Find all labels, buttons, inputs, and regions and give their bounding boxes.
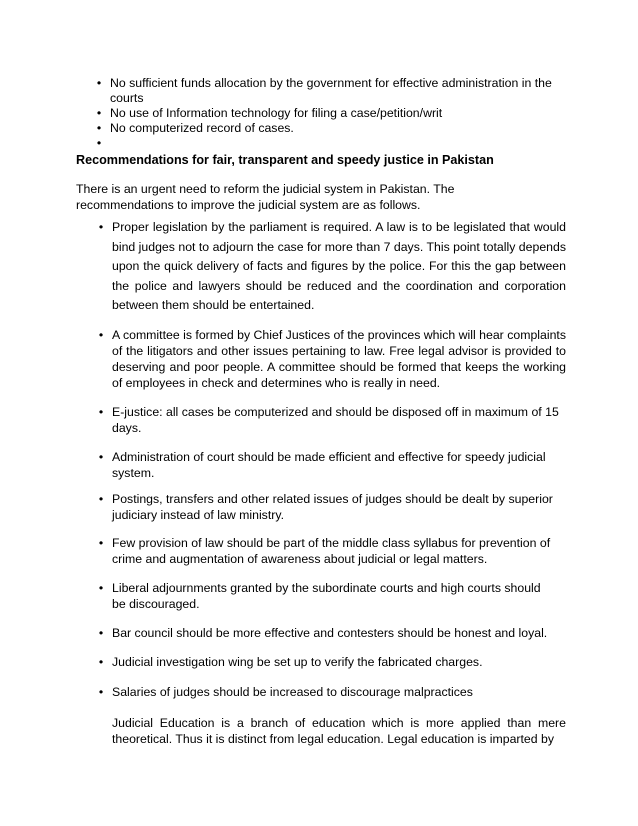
list-item-text: No use of Information technology for filing a case/petition/writ xyxy=(110,106,443,120)
bullet-icon xyxy=(96,491,106,507)
bullet-icon xyxy=(96,218,106,238)
bullet-icon xyxy=(94,106,104,121)
list-item xyxy=(112,449,566,481)
list-item xyxy=(110,121,570,136)
list-item-text: Judicial investigation wing be set up to verify the fabricated charges. xyxy=(112,655,483,669)
list-item xyxy=(112,218,566,316)
list-item xyxy=(110,136,570,151)
list-item-text: No computerized record of cases. xyxy=(110,121,294,135)
bullet-icon xyxy=(94,76,104,91)
bullet-icon xyxy=(96,404,106,420)
bullet-icon xyxy=(96,535,106,551)
list-item xyxy=(112,625,566,641)
bullet-icon xyxy=(96,684,106,700)
issues-list xyxy=(110,76,570,151)
bullet-icon xyxy=(96,327,106,343)
list-item xyxy=(110,106,570,121)
list-item xyxy=(112,580,566,612)
closing-paragraph: Judicial Education is a branch of education which is more applied than mere theoretical. Thus it is distinct from legal education. Legal education is imparted by xyxy=(112,716,566,746)
section-heading: Recommendations for fair, transparent and speedy justice in Pakistan xyxy=(76,153,494,167)
bullet-icon xyxy=(96,580,106,596)
list-item xyxy=(110,76,565,106)
bullet-icon xyxy=(96,654,106,670)
list-item-text: No sufficient funds allocation by the government for effective administration in the courts xyxy=(110,76,552,105)
list-item-text: E-justice: all cases be computerized and should be disposed off in maximum of 15 days. xyxy=(112,405,559,435)
list-item-text: Few provision of law should be part of the middle class syllabus for prevention of crime and augmentation of awareness about judicial or legal matters. xyxy=(112,536,551,566)
bullet-icon xyxy=(94,121,104,136)
list-item-text: Postings, transfers and other related issues of judges should be dealt by superior judiciary instead of law ministry. xyxy=(112,492,553,522)
list-item-text: Proper legislation by the parliament is required. A law is to be legislated that would bind judges not to adjourn the case for more than 7 days. This point totally depends upon the quick delivery of facts and figures by the police. For this the gap between the police and lawyers should be reduced and the coordination and corporation between them should be entertained. xyxy=(112,220,566,312)
list-item xyxy=(112,491,566,523)
intro-paragraph: There is an urgent need to reform the judicial system in Pakistan. The recommendations to improve the judicial system are as follows. xyxy=(76,182,455,212)
list-item xyxy=(112,404,566,436)
list-item-text: Administration of court should be made efficient and effective for speedy judicial system. xyxy=(112,450,546,480)
list-item xyxy=(112,654,566,670)
list-item-text: Bar council should be more effective and contesters should be honest and loyal. xyxy=(112,626,548,640)
list-item-text: A committee is formed by Chief Justices of the provinces which will hear complaints of the litigators and other issues pertaining to law. Free legal advisor is provided to deserving and poor people. A committee should be formed that keeps the working of employees in check and determines who is really in need. xyxy=(112,328,566,390)
list-item xyxy=(112,684,566,700)
list-item-text: Liberal adjournments granted by the subordinate courts and high courts should be discouraged. xyxy=(112,581,541,611)
bullet-icon xyxy=(96,625,106,641)
list-item xyxy=(112,327,566,391)
list-item-text: Salaries of judges should be increased to discourage malpractices xyxy=(112,685,473,699)
bullet-icon xyxy=(96,449,106,465)
bullet-icon xyxy=(94,136,104,151)
list-item xyxy=(112,535,566,567)
